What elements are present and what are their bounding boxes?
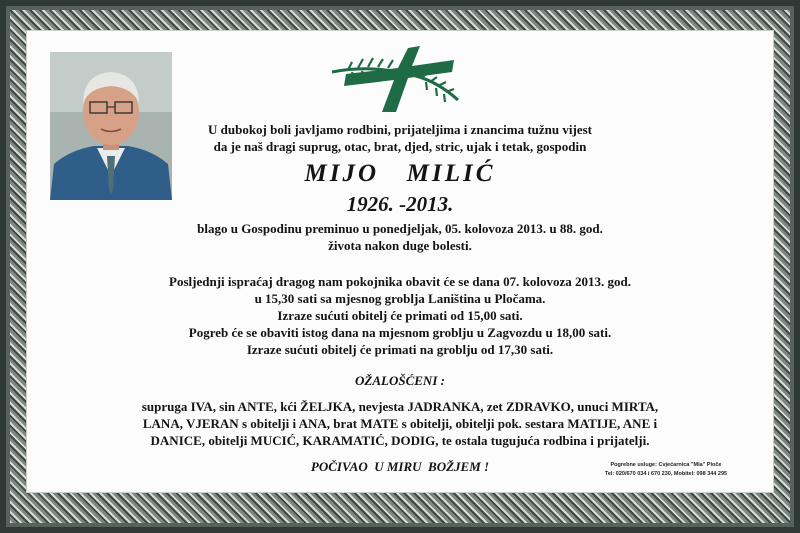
funeral-line-2: u 15,30 sati sa mjesnog groblja Laniština u Pločama. [254, 291, 546, 306]
life-years: 1926. -2013. [346, 192, 454, 216]
funeral-line-4: Pogreb će se obaviti istog dana na mjesnom groblju u Zagvozdu u 18,00 sati. [188, 325, 612, 340]
death-line-2: života nakon duge bolesti. [328, 238, 472, 253]
cross-with-palm-icon [326, 42, 466, 114]
death-line-1: blago u Gospodinu preminuo u ponedjeljak, 05. kolovoza 2013. u 88. god. [197, 221, 603, 236]
closing-line: POČIVAO U MIRU BOŽJEM ! [310, 459, 490, 474]
funeral-line-3: Izraze sućuti obitelj će primati od 15,00 sati. [277, 308, 523, 323]
funeral-service-contact: Tel: 020/670 034 i 670 230, Mobitel: 098 344 295 [604, 471, 728, 477]
deceased-name: MIJO MILIĆ [304, 160, 496, 187]
mourners-heading: OŽALOŠĆENI : [355, 373, 445, 388]
funeral-line-1: Posljednji ispraćaj dragog nam pokojnika obavit će se dana 07. kolovoza 2013. god. [169, 274, 631, 289]
intro-line-1: U dubokoj boli javljamo rodbini, prijateljima i znancima tužnu vijest [207, 122, 592, 137]
intro-line-2: da je naš dragi suprug, otac, brat, djed, stric, ujak i tetak, gospodin [213, 139, 587, 154]
mourners-line-3: DANICE, obitelji MUCIĆ, KARAMATIĆ, DODIG, te ostala tugujuća rodbina i prijatelji. [150, 433, 650, 448]
mourners-line-2: LANA, VJERAN s obitelji i ANA, brat MATE s obitelji, obitelji pok. sestara MATIJE, ANE i [142, 416, 658, 431]
funeral-service-credit: Pogrebne usluge: Cvjećarnica "Mia" Ploče [610, 462, 722, 468]
funeral-line-5: Izraze sućuti obitelj će primati na groblju od 17,30 sati. [246, 342, 554, 357]
mourners-line-1: supruga IVA, sin ANTE, kći ŽELJKA, nevjesta JADRANKA, zet ZDRAVKO, unuci MIRTA, [141, 399, 659, 414]
